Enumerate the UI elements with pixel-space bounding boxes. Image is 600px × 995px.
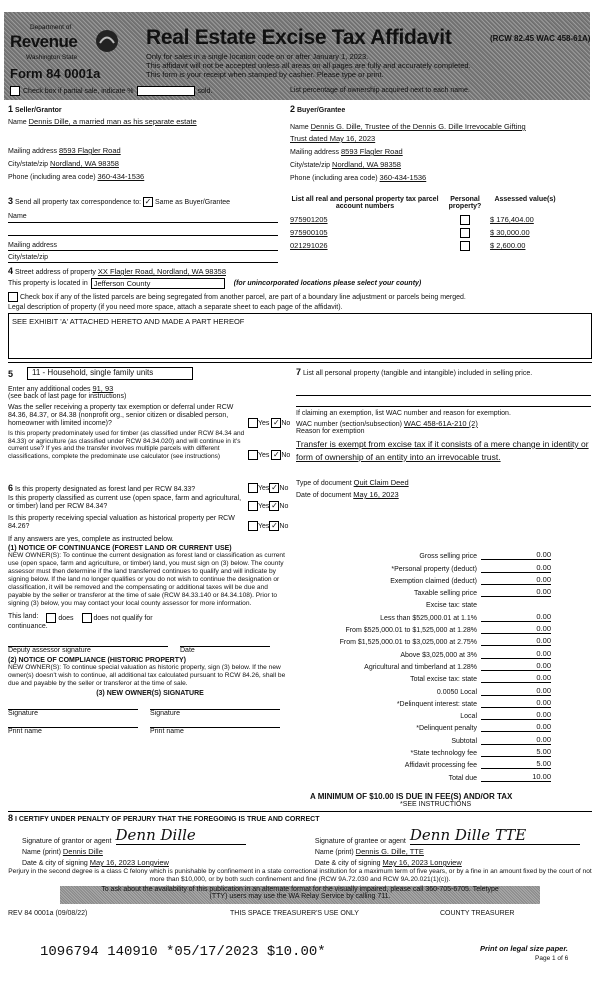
correspondence-text: Send all property tax correspondence to:: [14, 199, 142, 206]
tax-row-label: Total due: [448, 774, 477, 782]
tax-row: [296, 548, 551, 560]
tax-row: [296, 560, 551, 572]
tax-row: [296, 585, 551, 597]
tax-row: [296, 597, 551, 609]
buyer-city-label: City/state/zip: [290, 162, 331, 169]
logo-main: Revenue: [10, 32, 78, 51]
corr-city-line[interactable]: [8, 262, 278, 263]
tax-row: [296, 745, 551, 757]
property-section: [8, 266, 592, 359]
minimum-due-note: A MINIMUM OF $10.00 IS DUE IN FEE(S) AND/OR TAX: [310, 792, 513, 801]
tax-row-value[interactable]: 0.00: [481, 673, 551, 683]
correspondence-section: [8, 196, 288, 263]
seller-name-label: Name: [8, 119, 27, 126]
no-label: No: [281, 419, 291, 427]
tax-row: [296, 720, 551, 732]
does-label: does: [58, 614, 74, 622]
yes-label: Yes: [258, 484, 270, 492]
parcel-row: [290, 213, 590, 226]
no-label: No: [279, 522, 289, 530]
legal-description[interactable]: SEE EXHIBIT 'A' ATTACHED HERETO AND MADE A PART HEREOF: [8, 313, 592, 359]
same-as-buyer-checkbox[interactable]: [143, 197, 153, 207]
revenue-logo: [8, 22, 126, 84]
buyer-name-1[interactable]: Dennis G. Dille, Trustee of the Dennis G. Dille Irrevocable Gifting: [310, 122, 526, 131]
parcel-number[interactable]: 021291026: [290, 241, 328, 250]
section-8-number: 8: [8, 813, 14, 823]
q2-yes-checkbox[interactable]: [248, 450, 258, 460]
does-checkbox[interactable]: [46, 613, 56, 623]
buyer-name-2[interactable]: Trust dated May 16, 2023: [290, 134, 376, 143]
tax-row: [296, 622, 551, 634]
owner-print-name-2[interactable]: Print name: [150, 727, 280, 735]
if-yes-note: If any answers are yes, complete as instructed below.: [8, 536, 174, 543]
tax-row-label: From $1,525,000.01 to $3,025,000 at 2.75%: [339, 639, 477, 647]
treasurer-only: THIS SPACE TREASURER'S USE ONLY: [230, 910, 359, 917]
legal-size-note: Print on legal size paper.: [480, 944, 568, 953]
tax-row-value[interactable]: 0.00: [481, 563, 551, 573]
yes-label: Yes: [258, 451, 270, 459]
tax-row: [296, 659, 551, 671]
parcel-number[interactable]: 975900105: [290, 228, 328, 237]
tax-row-value[interactable]: 0.00: [481, 735, 551, 745]
notice1-text: NEW OWNER(S): To continue the current designation as forest land or classification as current use (open space, farm and agriculture, or timber) land, you must sign on (3) below. The county assessor must then determine if the land transferred continues to qualify and will indicate by signing below. If the land no longer qualifies or you do not wish to continue the designation or classification, it will be removed and the compensating or additional taxes will be due and payable by the seller or transferor at the time of sale (RCW 84.33.140 or 84.34.108). Prior to signing (3) below, you may contact your local county assessor for more information.: [8, 552, 285, 607]
buyer-mailing[interactable]: 8593 Flagler Road: [340, 147, 403, 156]
grantor-date-label: Date & city of signing: [22, 860, 88, 867]
personal-property-checkbox[interactable]: [460, 215, 470, 225]
does-not-label: does not qualify for: [93, 614, 153, 622]
tax-row-label: Agricultural and timberland at 1.28%: [364, 663, 477, 671]
buyer-section: [290, 104, 590, 182]
owner-signature-1[interactable]: Signature: [8, 709, 138, 717]
doc-date[interactable]: May 16, 2023: [353, 490, 399, 499]
tax-row-value[interactable]: 10.00: [481, 772, 551, 782]
tax-row-label: Exemption claimed (deduct): [390, 577, 477, 585]
grantee-date-label: Date & city of signing: [314, 860, 381, 867]
new-owner-signature-title: (3) NEW OWNER(S) SIGNATURE: [96, 690, 204, 697]
tax-row-label: Less than $525,000.01 at 1.1%: [380, 614, 477, 622]
logo-top: Department of: [30, 24, 72, 31]
section-5: [8, 367, 292, 460]
logo-sub: Washington State: [26, 54, 78, 61]
revenue-emblem-icon: [94, 28, 120, 54]
access-line-2: (TTY) users may use the WA Relay Service by calling 711.: [209, 893, 391, 900]
tax-row-label: Gross selling price: [419, 553, 477, 561]
tax-row-label: 0.0050 Local: [436, 688, 477, 696]
title-ref: (RCW 82.45 WAC 458-61A): [490, 34, 591, 43]
tax-row-value[interactable]: 0.00: [481, 624, 551, 634]
tax-row-value[interactable]: 0.00: [481, 710, 551, 720]
grantor-name-label: Name (print): [22, 849, 61, 856]
tax-row-value[interactable]: 0.00: [481, 636, 551, 646]
tax-row: [296, 696, 551, 708]
current-use-yes-checkbox[interactable]: [248, 501, 258, 511]
parcel-col-header: List all real and personal property tax parcel account numbers: [291, 196, 439, 210]
seller-phone-label: Phone (including area code): [8, 174, 96, 181]
tax-row-label: Taxable selling price: [413, 590, 477, 598]
parcel-number[interactable]: 975901205: [290, 215, 328, 224]
tax-row-value[interactable]: 0.00: [481, 649, 551, 659]
notice2-title: (2) NOTICE OF COMPLIANCE (HISTORIC PROPERTY): [8, 657, 186, 664]
forest-no-checkbox[interactable]: [269, 483, 279, 493]
grantee-date[interactable]: May 16, 2023 Longview: [382, 858, 462, 867]
tax-row-label: Affidavit processing fee: [404, 762, 477, 770]
segregated-label: Check box if any of the listed parcels are being segregated from another parcel, are part of a boundary line adjustment or parcels being merged.: [19, 293, 466, 301]
tax-row-label: From $525,000.01 to $1,525,000 at 1.28%: [345, 627, 477, 635]
tax-row-label: *Personal property (deduct): [391, 565, 477, 573]
wac-number[interactable]: WAC 458-61A-210 (2): [403, 419, 478, 428]
buyer-phone-label: Phone (including area code): [290, 175, 378, 182]
owner-signature-2[interactable]: Signature: [150, 709, 280, 717]
tax-row-value[interactable]: 5.00: [481, 747, 551, 757]
section-6-number: 6: [8, 483, 14, 493]
exemption-question: Was the seller receiving a property tax exemption or deferral under RCW 84.36, 84.37, or 84.38 (nonprofit org., senior citizen or disabled person, homeowner with limited income)?: [8, 404, 234, 427]
tax-row-label: *Delinquent penalty: [416, 725, 477, 733]
seller-name[interactable]: Dennis Dille, a married man as his separate estate: [28, 117, 197, 126]
parcel-table: [290, 196, 590, 252]
county-select[interactable]: Jefferson County: [91, 278, 225, 289]
header-line-1: Only for sales in a single location code on or after January 1, 2023.: [146, 52, 369, 61]
grantee-name-label: Name (print): [314, 849, 354, 856]
section-8: [8, 813, 592, 867]
see-instructions: *SEE INSTRUCTIONS: [400, 801, 472, 808]
tax-row: [296, 708, 551, 720]
header-line-2: This affidavit will not be accepted unless all areas on all pages are fully and accurately completed.: [146, 61, 471, 70]
buyer-phone[interactable]: 360-434-1536: [379, 173, 427, 182]
partial-sale-percent[interactable]: [137, 86, 195, 96]
corr-mailing-line[interactable]: [8, 250, 278, 251]
tax-row-label: Excise tax: state: [426, 602, 477, 610]
parcel-row: [290, 226, 590, 239]
tax-row-value[interactable]: 0.00: [481, 612, 551, 622]
section-5-number: 5: [8, 368, 14, 379]
tax-row: [296, 732, 551, 744]
q2-no-checkbox[interactable]: [271, 450, 281, 460]
tax-row-label: Local: [460, 713, 477, 721]
land-use-code[interactable]: 11 - Household, single family units: [27, 367, 193, 380]
tax-row-value[interactable]: 0.00: [481, 550, 551, 560]
tax-row-value[interactable]: 0.00: [481, 575, 551, 585]
partial-sale-checkbox[interactable]: [10, 86, 20, 96]
seller-heading: Seller/Grantor: [14, 107, 62, 114]
parcel-row: [290, 239, 590, 252]
assessed-value[interactable]: $ 176,404.00: [490, 215, 534, 224]
yes-label: Yes: [258, 419, 270, 427]
no-label: No: [279, 484, 289, 492]
corr-mailing-label: Mailing address: [8, 242, 58, 250]
this-land-label: This land:: [8, 613, 39, 620]
unincorporated-note: (for unincorporated locations please select your county): [233, 280, 422, 287]
notice2-text: NEW OWNER(S): To continue special valuation as historic property, sign (3) below. If the new owner(s) doesn't wish to continue, all additional tax calculated pursuant to RCW 84.26, shall be due and payable by the seller or transferor at the time of sale.: [8, 664, 286, 687]
corr-name-label: Name: [8, 213, 27, 221]
seller-city[interactable]: Nordland, WA 98358: [50, 159, 119, 168]
section-2-number: 2: [290, 104, 296, 114]
no-label: No: [281, 451, 291, 459]
segregated-checkbox[interactable]: [8, 292, 18, 302]
assessed-value[interactable]: $ 2,600.00: [490, 241, 526, 250]
section-7-number: 7: [296, 367, 302, 377]
perjury-notice: Perjury in the second degree is a class C felony which is punishable by confinement in a state correctional institution for a maximum term of five years, or by a fine in an amount fixed by the court of not more than $10,000, or by both such confinement and fine (RCW 9A.72.030 and RCW 9A.20.021(1)(c)).: [8, 868, 592, 883]
grantee-sig-label: Signature of grantee or agent: [314, 838, 406, 845]
corr-city-label: City/state/zip: [8, 254, 49, 262]
tax-row-value[interactable]: 0.00: [481, 698, 551, 708]
buyer-heading: Buyer/Grantee: [296, 107, 346, 114]
tax-row-value[interactable]: 0.00: [481, 587, 551, 597]
section-6: [8, 483, 292, 735]
doc-date-label: Date of document: [296, 492, 352, 499]
tax-row: [296, 757, 551, 769]
tax-row-value[interactable]: 0.00: [481, 722, 551, 732]
tax-row-label: *Delinquent interest: state: [396, 700, 477, 708]
continuance-label: continuance.: [8, 623, 48, 630]
tax-row: [296, 573, 551, 585]
treasurer-stamp: 1096794 140910 *05/17/2023 $10.00*: [40, 944, 326, 960]
located-label: This property is located in: [8, 280, 88, 287]
historic-question: Is this property receiving special valuation as historical property per RCW 84.26?: [8, 515, 235, 530]
same-as-buyer-label: Same as Buyer/Grantee: [154, 199, 231, 206]
tax-calculation-table: [296, 548, 551, 782]
personal-col-header: Personal property?: [448, 196, 482, 210]
street-address[interactable]: XX Flagler Road, Nordland, WA 98358: [97, 267, 226, 276]
street-label: Street address of property: [14, 269, 96, 276]
deputy-signature[interactable]: Deputy assessor signature: [8, 646, 168, 654]
exemption-reason[interactable]: Transfer is exempt from excise tax if it consists of a mere change in identity or form of ownership of an entity into an irrevocable trust.: [296, 439, 589, 462]
buyer-city[interactable]: Nordland, WA 98358: [332, 160, 401, 169]
q1-yes-checkbox[interactable]: [248, 418, 258, 428]
seller-mailing[interactable]: 8593 Flagler Road: [58, 146, 121, 155]
form-number: Form 84 0001a: [10, 66, 101, 81]
doc-type[interactable]: Quit Claim Deed: [353, 478, 409, 487]
reason-label: Reason for exemption: [296, 428, 365, 435]
tax-row: [296, 683, 551, 695]
sold-label: sold.: [197, 87, 213, 95]
tax-row-label: Total excise tax: state: [410, 676, 477, 684]
assessed-value[interactable]: $ 30,000.00: [490, 228, 530, 237]
forest-question: Is this property designated as forest land per RCW 84.33?: [14, 486, 196, 493]
personal-property-checkbox[interactable]: [460, 241, 470, 251]
personal-property-checkbox[interactable]: [460, 228, 470, 238]
current-use-question: Is this property classified as current use (open space, farm and agricultural, or timber) land per RCW 84.34?: [8, 495, 242, 510]
accessibility-banner: [60, 886, 540, 904]
owner-print-name-1[interactable]: Print name: [8, 727, 138, 735]
forest-yes-checkbox[interactable]: [248, 483, 258, 493]
form-title: Real Estate Excise Tax Affidavit: [146, 26, 452, 49]
tax-row-value[interactable]: 5.00: [481, 759, 551, 769]
section-7: [296, 367, 591, 499]
does-not-checkbox[interactable]: [82, 613, 92, 623]
tax-row: [296, 609, 551, 621]
grantor-name[interactable]: Dennis Dille: [62, 847, 103, 856]
seller-mailing-label: Mailing address: [8, 148, 58, 155]
yes-label: Yes: [258, 522, 270, 530]
current-use-no-checkbox[interactable]: [269, 501, 279, 511]
q1-no-checkbox[interactable]: [271, 418, 281, 428]
yes-label: Yes: [258, 502, 270, 510]
historic-yes-checkbox[interactable]: [248, 521, 258, 531]
grantor-date[interactable]: May 16, 2023 Longview: [89, 858, 169, 867]
certify-text: I CERTIFY UNDER PENALTY OF PERJURY THAT THE FOREGOING IS TRUE AND CORRECT: [14, 816, 320, 823]
header-line-3: This form is your receipt when stamped by cashier. Please type or print.: [146, 70, 384, 79]
assessed-col-header: Assessed value(s): [494, 196, 556, 203]
revision: REV 84 0001a (09/08/22): [8, 910, 88, 917]
tax-row: [296, 769, 551, 781]
grantee-name[interactable]: Dennis G. Dille, TTE: [355, 847, 424, 856]
ownership-note: List percentage of ownership acquired next to each name.: [290, 87, 470, 94]
divider: [8, 362, 592, 363]
timber-question: Is this property predominately used for timber (as classified under RCW 84.34 and 84.33) or agriculture (as classified under RCW 84.34.020) and will continue in it's current use? If yes and the transfer involves multiple parcels with different classifications, complete the predominate use calculator (see instructions): [8, 430, 245, 460]
tax-row-label: *State technology fee: [410, 750, 477, 758]
seller-section: [8, 104, 288, 181]
exemption-instructions: If claiming an exemption, list WAC number and reason for exemption.: [296, 410, 511, 417]
doc-type-label: Type of document: [296, 480, 352, 487]
county-treasurer: COUNTY TREASURER: [440, 910, 515, 917]
personal-property-text: List all personal property (tangible and intangible) included in selling price.: [302, 370, 533, 377]
personal-property-line-2[interactable]: [296, 406, 591, 407]
see-back-note: (see back of last page for instructions): [8, 393, 127, 400]
seller-phone[interactable]: 360-434-1536: [97, 172, 145, 181]
grantor-sig-label: Signature of grantor or agent: [22, 838, 112, 845]
partial-sale-label: Check box if partial sale, indicate %: [23, 87, 134, 95]
additional-codes-label: Enter any additional codes: [8, 386, 91, 393]
tax-row: [296, 671, 551, 683]
additional-codes[interactable]: 91, 93: [92, 384, 114, 393]
section-1-number: 1: [8, 104, 14, 114]
access-line-1: To ask about the availability of this publication in an alternate format for the visually impaired, please call 360-705-6705. Teletype: [101, 886, 499, 893]
section-3-number: 3: [8, 196, 14, 206]
tax-row-label: Subtotal: [451, 737, 477, 745]
notice1-title: (1) NOTICE OF CONTINUANCE (FOREST LAND OR CURRENT USE): [8, 545, 232, 552]
grantee-signature[interactable]: Denn Dille TTE: [410, 826, 580, 845]
corr-name-line[interactable]: [8, 222, 278, 223]
tax-row-value[interactable]: 0.00: [481, 661, 551, 671]
section-4-number: 4: [8, 266, 14, 276]
divider: [8, 811, 592, 812]
historic-no-checkbox[interactable]: [269, 521, 279, 531]
legal-label: Legal description of property (if you need more space, attach a separate sheet to each page of the affidavit).: [8, 304, 343, 311]
wac-label: WAC number (section/subsection): [296, 421, 402, 428]
tax-row: [296, 646, 551, 658]
deputy-date[interactable]: Date: [180, 646, 270, 654]
no-label: No: [279, 502, 289, 510]
tax-row-value[interactable]: 0.00: [481, 686, 551, 696]
grantor-signature[interactable]: Denn Dille: [116, 826, 246, 845]
corr-extra-line[interactable]: [8, 235, 278, 236]
buyer-name-label: Name: [290, 124, 309, 131]
tax-row: [296, 634, 551, 646]
page-number: Page 1 of 6: [535, 955, 569, 962]
seller-city-label: City/state/zip: [8, 161, 49, 168]
buyer-mailing-label: Mailing address: [290, 149, 340, 156]
personal-property-line-1[interactable]: [296, 395, 591, 396]
tax-row-label: Above $3,025,000 at 3%: [400, 651, 477, 659]
